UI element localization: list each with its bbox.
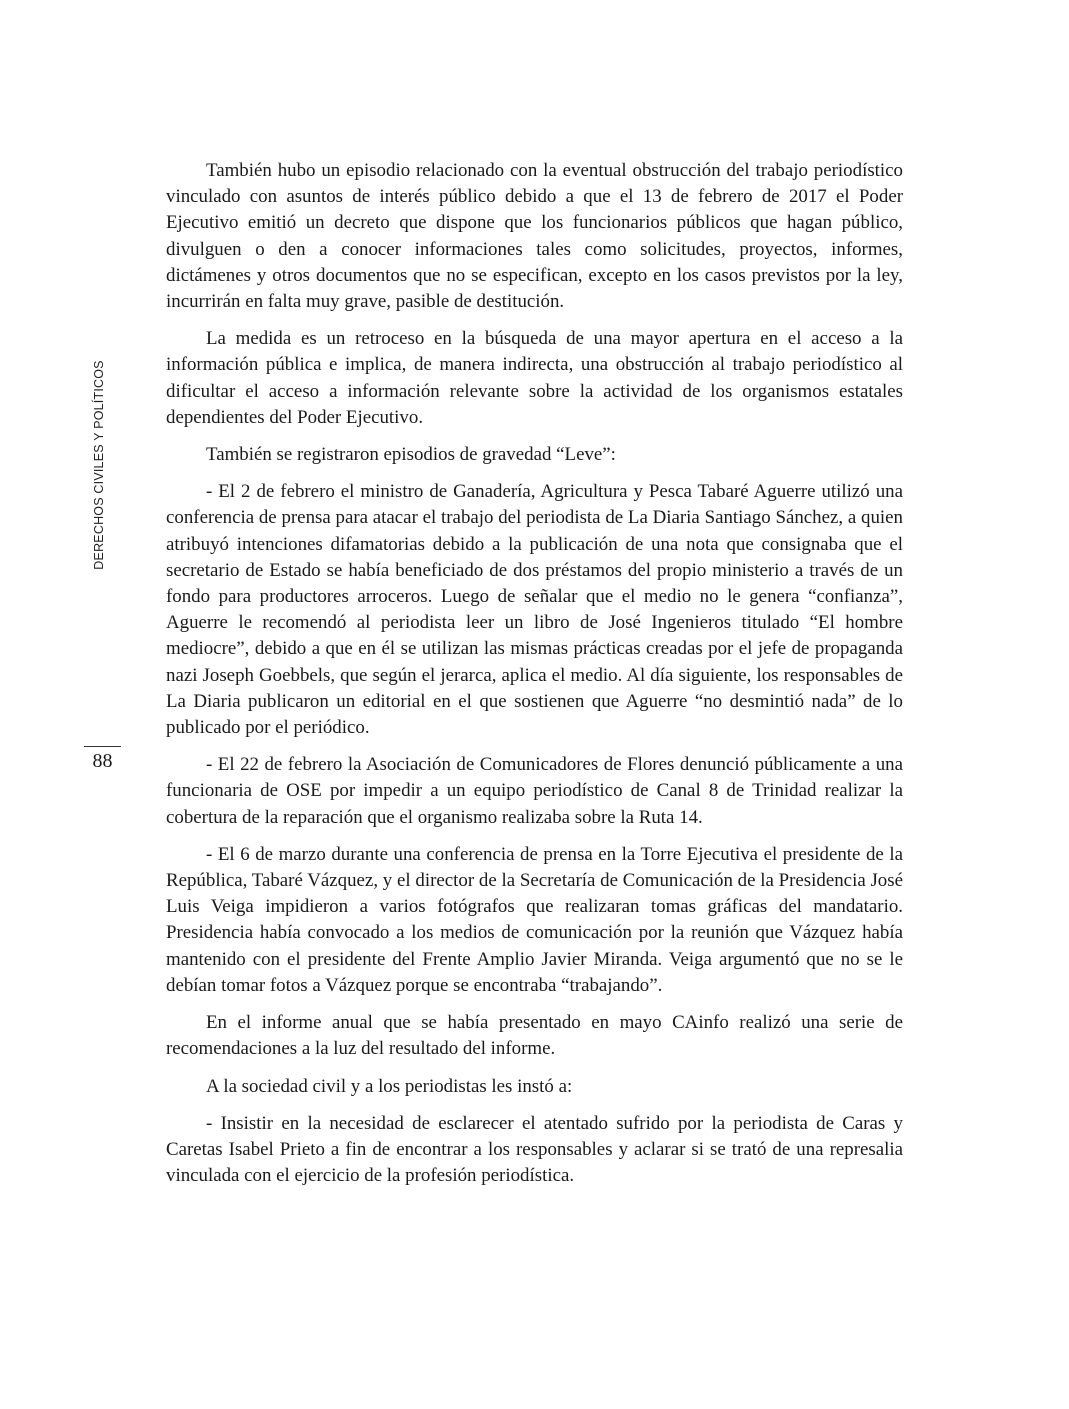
paragraph: A la sociedad civil y a los periodistas les instó a:: [206, 1075, 573, 1097]
section-title: DERECHOS CIVILES Y POLÍTICOS: [92, 360, 106, 570]
paragraph: - El 22 de febrero la Asociación de Comunicadores de Flores denunció públicamente a una funcionaria de OSE por impedir a un equipo periodístico de Canal 8 de Trinidad realizar la cobertura de la reparación que el organismo realizaba sobre la Ruta 14.: [166, 754, 903, 828]
page-number-rule: [84, 746, 121, 747]
paragraph: También se registraron episodios de gravedad “Leve”:: [206, 444, 616, 466]
paragraph: - El 2 de febrero el ministro de Ganadería, Agricultura y Pesca Tabaré Aguerre utilizó una conferencia de prensa para atacar el trabajo del periodista de La Diaria Santiago Sánchez, a quien atribuyó intenciones difamatorias debido a la publicación de una nota que consignaba que el secretario de Estado se había beneficiado de dos préstamos del propio ministerio a través de un fondo para productores arroceros. Luego de señalar que el medio no le genera “confianza”, Aguerre le recomendó al periodista leer un libro de José Ingenieros titulado “El hombre mediocre”, debido a que en él se utilizan las mismas prácticas creadas por el jefe de propaganda nazi Joseph Goebbels, que según el jerarca, aplica el medio. Al día siguiente, los responsables de La Diaria publicaron un editorial en el que sostienen que Aguerre “no desmintió nada” de lo publicado por el periódico.: [166, 481, 903, 739]
page-number: 88: [92, 750, 113, 772]
paragraph: En el informe anual que se había presentado en mayo CAinfo realizó una serie de recomendaciones a la luz del resultado del informe.: [166, 1012, 903, 1060]
paragraph: - El 6 de marzo durante una conferencia de prensa en la Torre Ejecutiva el presidente de la República, Tabaré Vázquez, y el director de la Secretaría de Comunicación de la Presidencia José Luis Veiga impidieron a varios fotógrafos que realizaran tomas gráficas del mandatario. Presidencia había convocado a los medios de comunicación por la reunión que Vázquez había mantenido con el presidente del Frente Amplio Javier Miranda. Veiga argumentó que no se le debían tomar fotos a Vázquez porque se encontraba “trabajando”.: [166, 843, 903, 996]
body-text: [166, 158, 903, 1200]
paragraph: La medida es un retroceso en la búsqueda de una mayor apertura en el acceso a la información pública e implica, de manera indirecta, una obstrucción al trabajo periodístico al dificultar el acceso a información relevante sobre la actividad de los organismos estatales dependientes del Poder Ejecutivo.: [166, 328, 903, 428]
paragraph: También hubo un episodio relacionado con la eventual obstrucción del trabajo periodístico vinculado con asuntos de interés público debido a que el 13 de febrero de 2017 el Poder Ejecutivo emitió un decreto que dispone que los funcionarios públicos que hagan público, divulguen o den a conocer informaciones tales como solicitudes, proyectos, informes, dictámenes y otros documentos que no se especifican, excepto en los casos previstos por la ley, incurrirán en falta muy grave, pasible de destitución.: [166, 160, 903, 313]
paragraph: - Insistir en la necesidad de esclarecer el atentado sufrido por la periodista de Caras y Caretas Isabel Prieto a fin de encontrar a los responsables y aclarar si se trató de una represalia vinculada con el ejercicio de la profesión periodística.: [166, 1112, 903, 1187]
